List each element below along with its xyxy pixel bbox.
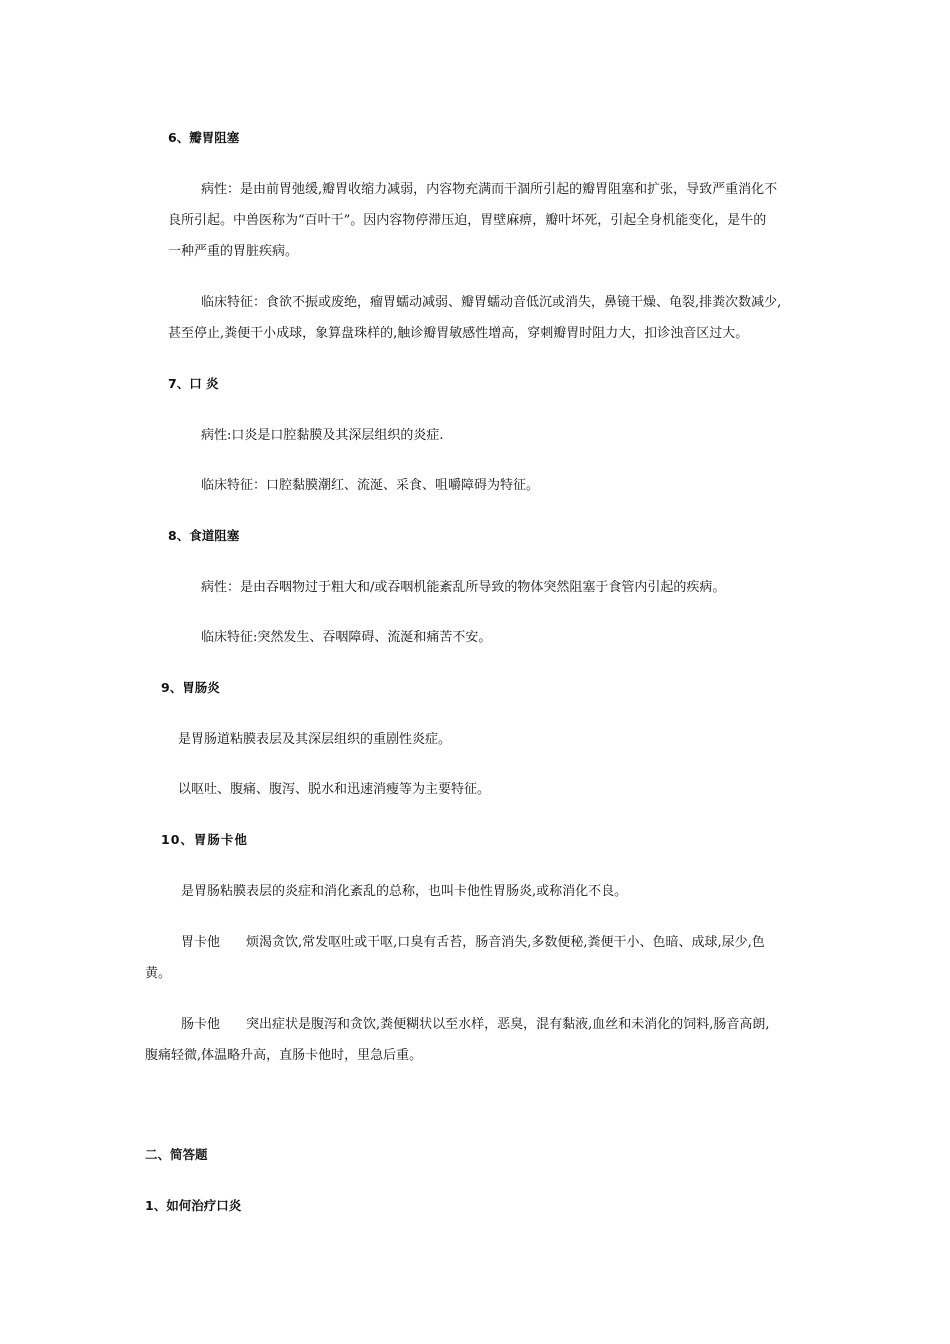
section-10-intro: 是胃肠粘膜表层的炎症和消化紊乱的总称，也叫卡他性胃肠炎,或称消化不良。 xyxy=(181,884,628,899)
section-8-etiology: 病性：是由吞咽物过于粗大和/或吞咽机能紊乱所导致的物体突然阻塞于食管内引起的疾病。 xyxy=(201,580,726,595)
section-7-etiology: 病性:口炎是口腔黏膜及其深层组织的炎症. xyxy=(201,428,444,443)
section-8-title: 8、食道阻塞 xyxy=(168,528,240,543)
question-1: 1、如何治疗口炎 xyxy=(145,1198,242,1213)
section-6-clinical-line-1: 临床特征：食欲不振或废绝，瘤胃蠕动减弱、瓣胃蠕动音低沉或消失，鼻镜干燥、龟裂,排粪次数减少, xyxy=(201,295,782,310)
section-7-clinical: 临床特征：口腔黏膜潮红、流涎、采食、咀嚼障碍为特征。 xyxy=(201,478,540,493)
section-6-etiology-line-2: 良所引起。中兽医称为“百叶干”。因内容物停滞压迫，胃壁麻痹，瓣叶坏死，引起全身机能变化，是牛的 xyxy=(168,213,767,228)
section-8-clinical: 临床特征:突然发生、吞咽障碍、流涎和痛苦不安。 xyxy=(201,630,492,645)
section-6-clinical-line-2: 甚至停止,粪便干小成球，象算盘珠样的,触诊瓣胃敏感性增高，穿刺瓣胃时阻力大，扣诊浊音区过大。 xyxy=(168,326,749,341)
section-9-title: 9、胃肠炎 xyxy=(161,680,220,695)
gastric-catarrh-label: 胃卡他 xyxy=(181,935,221,950)
section-10-gastric-line-1 xyxy=(181,931,765,950)
part-2-title: 二、简答题 xyxy=(145,1147,208,1162)
section-9-line-2: 以呕吐、腹痛、腹泻、脱水和迅速消瘦等为主要特征。 xyxy=(178,782,491,797)
intestinal-catarrh-label: 肠卡他 xyxy=(181,1017,221,1032)
section-6-etiology-line-3: 一种严重的胃脏疾病。 xyxy=(168,244,299,259)
gastric-catarrh-text: 烦渴贪饮,常发呕吐或干呕,口臭有舌苔，肠音消失,多数便秘,粪便干小、色暗、成球,尿少,色 xyxy=(246,935,765,950)
section-10-intestinal-line-2: 腹痛轻微,体温略升高，直肠卡他时，里急后重。 xyxy=(145,1048,423,1063)
section-10-title: 10、胃肠卡他 xyxy=(161,832,248,847)
section-10-intestinal-line-1 xyxy=(181,1013,770,1032)
section-7-title: 7、口 炎 xyxy=(168,376,219,391)
section-9-line-1: 是胃肠道粘膜表层及其深层组织的重剧性炎症。 xyxy=(178,732,452,747)
section-10-gastric-line-2: 黄。 xyxy=(145,966,172,981)
section-6-etiology-line-1: 病性：是由前胃弛缓,瓣胃收缩力减弱，内容物充满而干涸所引起的瓣胃阻塞和扩张，导致严重消化不 xyxy=(201,182,778,197)
intestinal-catarrh-text: 突出症状是腹泻和贪饮,粪便糊状以至水样，恶臭，混有黏液,血丝和未消化的饲料,肠音高朗, xyxy=(246,1017,770,1032)
section-6-title: 6、瓣胃阻塞 xyxy=(168,130,240,145)
